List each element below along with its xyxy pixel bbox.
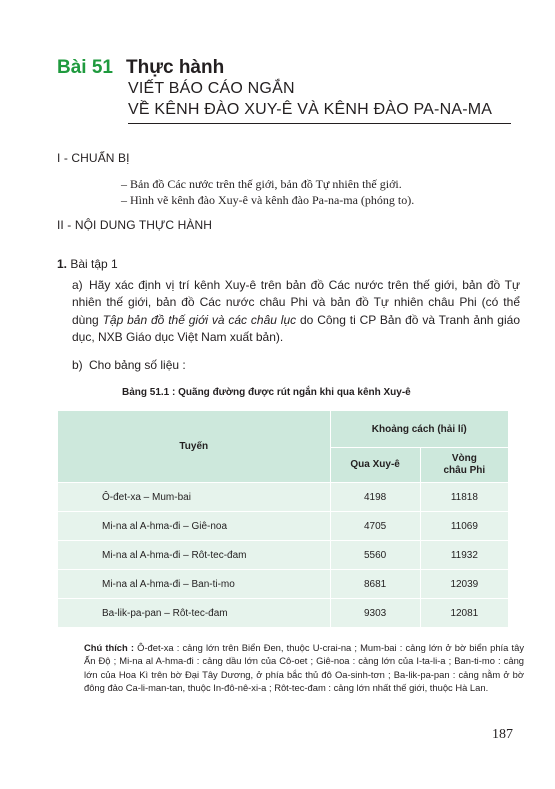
part-a-text-1: Hãy xác định vị trí kênh Xuy-ê trên bản đồ Các nước trên thế giới, bản đồ Tự nhiên thế giới, bản đồ Các nước châu Phi và bản đồ Tự nhiên châu Phi (có thể dùng bbox=[72, 278, 520, 327]
cape-distance-cell: 12081 bbox=[420, 599, 508, 628]
table-caption: Bảng 51.1 : Quãng đường được rút ngắn khi qua kênh Xuy-ê bbox=[122, 387, 411, 398]
title-underline bbox=[128, 123, 511, 124]
lesson-title-line-1: VIẾT BÁO CÁO NGẮN bbox=[128, 80, 295, 97]
route-cell: Ba-lik-pa-pan – Rôt-tec-đam bbox=[58, 599, 331, 628]
table-row bbox=[58, 599, 509, 628]
suez-distance-cell: 4198 bbox=[330, 483, 420, 512]
table-note bbox=[84, 641, 524, 695]
table-row bbox=[58, 541, 509, 570]
note-label: Chú thích : bbox=[84, 642, 135, 653]
part-b-text: Cho bảng số liệu : bbox=[89, 358, 186, 372]
exercise-label: Bài tập 1 bbox=[70, 257, 118, 271]
section-heading-practice: II - NỘI DUNG THỰC HÀNH bbox=[57, 218, 212, 232]
header-distance: Khoảng cách (hải lí) bbox=[330, 411, 508, 448]
header-around-africa bbox=[420, 448, 508, 483]
part-b-label: b) bbox=[72, 358, 83, 372]
suez-distance-cell: 9303 bbox=[330, 599, 420, 628]
preparation-item-1: – Bản đồ Các nước trên thế giới, bản đồ Tự nhiên thế giới. bbox=[121, 177, 402, 191]
suez-distance-cell: 8681 bbox=[330, 570, 420, 599]
header-around-africa-line-2: châu Phi bbox=[443, 465, 486, 476]
cape-distance-cell: 11069 bbox=[420, 512, 508, 541]
suez-distance-cell: 4705 bbox=[330, 512, 420, 541]
exercise-number: 1. bbox=[57, 257, 68, 271]
distance-table bbox=[57, 410, 509, 628]
exercise-part-a bbox=[72, 277, 520, 347]
section-heading-preparation: I - CHUẨN BỊ bbox=[57, 151, 130, 165]
header-via-suez: Qua Xuy-ê bbox=[330, 448, 420, 483]
route-cell: Ô-đet-xa – Mum-bai bbox=[58, 483, 331, 512]
route-cell: Mi-na al A-hma-đi – Ban-ti-mo bbox=[58, 570, 331, 599]
exercise-title bbox=[57, 257, 118, 271]
cape-distance-cell: 11818 bbox=[420, 483, 508, 512]
lesson-title-line-2: VỀ KÊNH ĐÀO XUY-Ê VÀ KÊNH ĐÀO PA-NA-MA bbox=[128, 101, 493, 118]
preparation-item-2: – Hình vẽ kênh đào Xuy-ê và kênh đào Pa-na-ma (phóng to). bbox=[121, 193, 415, 207]
note-text: Ô-đet-xa : cảng lớn trên Biển Đen, thuộc U-crai-na ; Mum-bai : cảng lớn ở bờ biển phía tây Ấn Độ ; Mi-na al A-hma-đi : cảng dầu lớn của Cô-oet ; Giê-noa : cảng lớn của I-ta-li-a ; Ban-ti-mo : cảng lớn của Hoa Kì trên bờ Đại Tây Dương, ở phía bắc thủ đô Oa-sinh-tơn ; Ba-lik-pa-pan : cảng nằm ở bờ đông đảo Ca-li-man-tan, thuộc In-đô-nê-xi-a ; Rôt-tec-đam : cảng lớn nhất thế giới, thuộc Hà Lan. bbox=[84, 642, 525, 694]
table-row bbox=[58, 512, 509, 541]
suez-distance-cell: 5560 bbox=[330, 541, 420, 570]
header-route: Tuyến bbox=[58, 411, 331, 483]
route-cell: Mi-na al A-hma-đi – Rôt-tec-đam bbox=[58, 541, 331, 570]
part-a-text-2: do Công ti CP Bản đồ và Tranh ảnh giáo dục, NXB Giáo dục Việt Nam xuất bản). bbox=[72, 312, 520, 345]
cape-distance-cell: 11932 bbox=[420, 541, 508, 570]
lesson-kind: Thực hành bbox=[126, 57, 225, 78]
distance-table-wrapper bbox=[57, 410, 509, 628]
header-around-africa-line-1: Vòng bbox=[451, 453, 477, 464]
lesson-number: Bài 51 bbox=[57, 57, 113, 78]
page-number: 187 bbox=[492, 727, 513, 742]
route-cell: Mi-na al A-hma-đi – Giê-noa bbox=[58, 512, 331, 541]
cape-distance-cell: 12039 bbox=[420, 570, 508, 599]
exercise-part-b bbox=[72, 357, 520, 374]
part-a-label: a) bbox=[72, 278, 83, 292]
part-a-italic-title: Tập bản đồ thế giới và các châu lục bbox=[102, 312, 297, 327]
table-row bbox=[58, 570, 509, 599]
table-row bbox=[58, 483, 509, 512]
